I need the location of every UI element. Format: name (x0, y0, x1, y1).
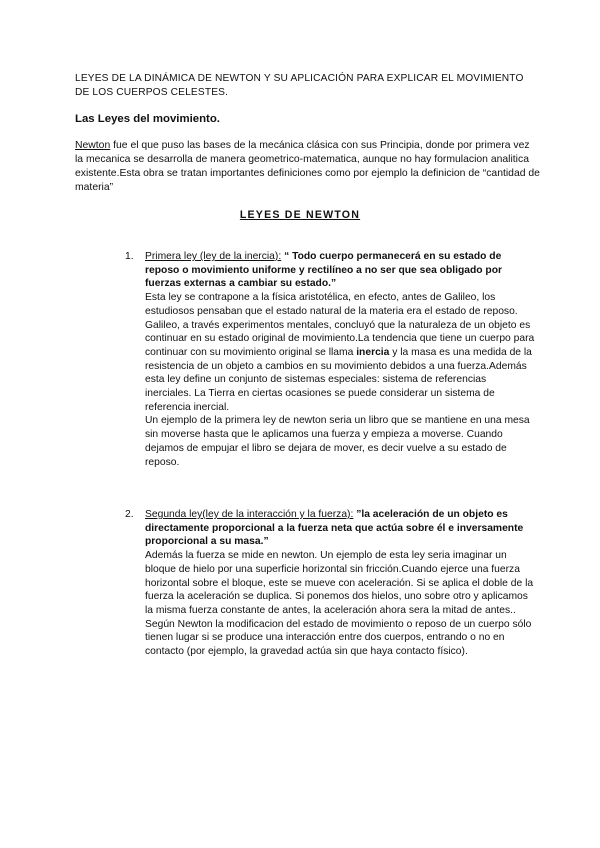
law-explanation (145, 291, 535, 414)
laws-heading: LEYES DE NEWTON (239, 209, 361, 221)
law-label: Segunda ley(ley de la interacción y la fuerza): (145, 509, 354, 520)
document-title: LEYES DE LA DINÁMICA DE NEWTON Y SU APLICACIÓN PARA EXPLICAR EL MOVIMIENTO DE LOS CUERPOS CELESTES. (75, 73, 524, 98)
section-heading: Las Leyes del movimiento. (75, 113, 220, 125)
law-body (145, 250, 535, 469)
law-explanation: Además la fuerza se mide en newton. Un ejemplo de esta ley seria imaginar un bloque de hielo por una superficie horizontal sin fricción.Cuando ejerce una fuerza horizontal sobre el bloque, este se mueve con aceleración. Si se aplica el doble de la fuerza la aceleración se duplica. Si ponemos dos hielos, uno sobre otro y aplicamos la misma fuerza constante de antes, la aceleración ahora sera la mitad de antes.. Según Newton la modificacion del estado de movimiento o reposo de un cuerpo sólo tienen lugar si se produce una interacción entre dos cuerpos, entrando o no en contacto (por ejemplo, la gravedad actúa sin que haya contacto físico). (145, 550, 534, 658)
intro-paragraph (75, 139, 540, 195)
law-example: Un ejemplo de la primera ley de newton seria un libro que se mantiene en una mesa sin moverse hasta que le aplicamos una fuerza y empieza a moverse. Cuando dejamos de empujar el libro se dejara de mover, es decir vuelve a su estado de reposo. (145, 415, 530, 468)
law-label: Primera ley (ley de la inercia): (145, 251, 282, 262)
law-text-b: y la masa es una medida de la resistencia de un objeto a cambios en su movimiento debidos a una fuerza.Además esta ley define un conjunto de sistemas especiales: sistema de referencias inerciales. La Tierra en ciertas ocasiones se puede considerar un sistema de referencia inercial. (145, 346, 532, 413)
law-body (145, 508, 535, 659)
intro-text: fue el que puso las bases de la mecánica clásica con sus Principia, donde por primera vez la mecanica se desarrolla de manera geometrico-matematica, aunque no hay formulacion analitica existente.Esta obra se tratan importantes definiciones como por ejemplo la definicion de “cantidad de materia” (75, 140, 540, 193)
law-text-a: Esta ley se contrapone a la física aristotélica, en efecto, antes de Galileo, los estudiosos pensaban que el estado natural de la materia era el estado de reposo. Galileo, a través experimentos mentales, concluyó que la naturaleza de un objeto es continuar en su estado original de movimiento.La tendencia que tiene un cuerpo para continuar con su movimiento original se llama (145, 292, 535, 358)
law-number: 1. (125, 251, 134, 262)
law-quote: “ Todo cuerpo permanecerá en su estado de reposo o movimiento uniforme y rectilíneo a no ser que sea obligado por fuerzas externas a cambiar su estado.” (145, 251, 503, 290)
inertia-term: inercia (356, 346, 390, 358)
newton-link[interactable]: Newton (75, 140, 111, 151)
law-number: 2. (125, 509, 134, 520)
law-statement (145, 250, 535, 291)
law-statement (145, 508, 535, 549)
law-quote: ”la aceleración de un objeto es directamente proporcional a la fuerza neta que actúa sobre él e inversamente proporcional a su masa.” (145, 509, 524, 548)
